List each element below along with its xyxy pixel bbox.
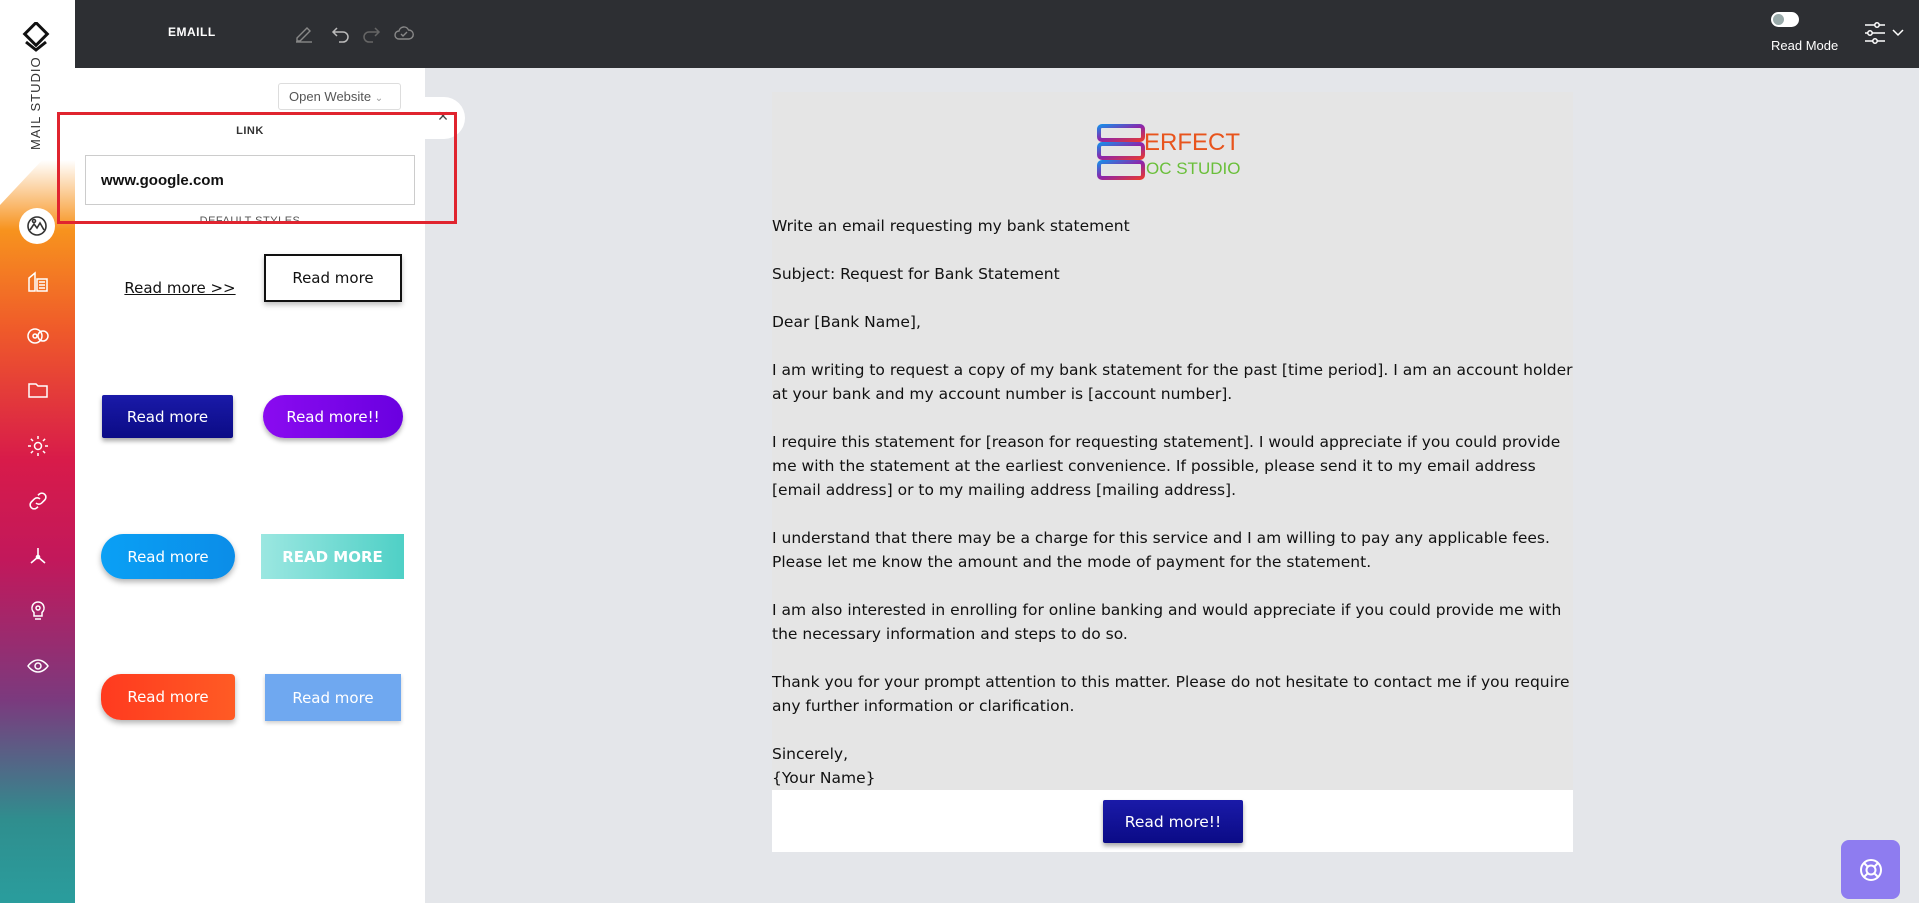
email-cta-button[interactable]: Read more!!	[1103, 800, 1243, 843]
preset-light-blue-button[interactable]: Read more	[265, 674, 401, 721]
layout-icon[interactable]	[22, 266, 54, 298]
email-paragraph: I understand that there may be a charge for this service and I am willing to pay any applicable fees. Please let me know the amount and the mode of payment for the statement.	[772, 529, 1550, 571]
link-label: LINK	[236, 125, 264, 137]
email-body	[772, 214, 1573, 790]
chevron-down-icon: ⌄	[374, 93, 384, 104]
preset-navy-button[interactable]: Read more	[102, 395, 233, 438]
preset-orange-button[interactable]: Read more	[101, 674, 235, 720]
preset-blue-pill-button[interactable]: Read more	[101, 534, 235, 579]
folder-icon[interactable]	[22, 374, 54, 406]
read-mode-toggle[interactable]	[1771, 12, 1799, 27]
preset-teal-button[interactable]: READ MORE	[261, 534, 404, 579]
email-paragraph: Dear [Bank Name],	[772, 313, 921, 331]
open-website-select[interactable]	[278, 83, 401, 110]
document-title[interactable]: EMAILL	[168, 25, 216, 39]
email-paragraph: Subject: Request for Bank Statement	[772, 265, 1060, 283]
redo-icon[interactable]	[361, 22, 383, 44]
default-styles-label: DEFAULT STYLES	[199, 215, 301, 227]
logo-text-top: ERFECT	[1144, 129, 1240, 156]
brand-label: MAIL STUDIO	[28, 56, 43, 150]
eye-icon[interactable]	[22, 650, 54, 682]
lightbulb-icon[interactable]	[22, 595, 54, 627]
logo-icon[interactable]	[20, 22, 52, 54]
logo-text-bottom: OC STUDIO	[1146, 159, 1241, 178]
email-paragraph: I am also interested in enrolling for online banking and would appreciate if you could provide me with the necessary information and steps to do so.	[772, 601, 1562, 643]
email-paragraph: I require this statement for [reason for requesting statement]. I would appreciate if you could provide me with the statement at the earliest convenience. If possible, please send it to my email address [email address] or to my mailing address [mailing address].	[772, 433, 1561, 499]
read-mode-label: Read Mode	[1771, 38, 1839, 53]
cloud-icon[interactable]	[393, 22, 415, 44]
email-signoff: Sincerely,	[772, 745, 849, 763]
email-paragraph: Write an email requesting my bank statement	[772, 217, 1130, 235]
lifebuoy-icon	[1857, 856, 1885, 884]
undo-icon[interactable]	[329, 22, 351, 44]
highlight-box	[57, 112, 457, 224]
image-icon[interactable]	[19, 208, 55, 244]
perfect-doc-studio-logo	[1094, 120, 1254, 186]
help-button[interactable]	[1841, 840, 1900, 899]
gear-icon[interactable]	[22, 430, 54, 462]
close-icon[interactable]: ×	[437, 106, 449, 126]
preset-underline-link[interactable]: Read more >>	[124, 279, 236, 297]
preset-purple-pill-button[interactable]: Read more!!	[263, 395, 403, 438]
preset-outline-button[interactable]: Read more	[264, 254, 402, 302]
email-paragraph: Thank you for your prompt attention to this matter. Please do not hesitate to contact me if you require any further information or clarification.	[772, 673, 1570, 715]
top-bar	[75, 0, 1919, 68]
settings-button[interactable]	[1863, 20, 1907, 46]
link-icon[interactable]	[22, 485, 54, 517]
share-icon[interactable]	[22, 540, 54, 572]
open-website-label: Open Website	[289, 89, 372, 104]
pen-icon[interactable]	[293, 22, 315, 44]
email-canvas	[772, 92, 1573, 852]
email-button-row	[772, 790, 1573, 852]
email-paragraph: I am writing to request a copy of my bank statement for the past [time period]. I am an account holder at your bank and my account number is [account number].	[772, 361, 1573, 403]
email-signature: {Your Name}	[772, 769, 876, 787]
palette-icon[interactable]	[22, 320, 54, 352]
